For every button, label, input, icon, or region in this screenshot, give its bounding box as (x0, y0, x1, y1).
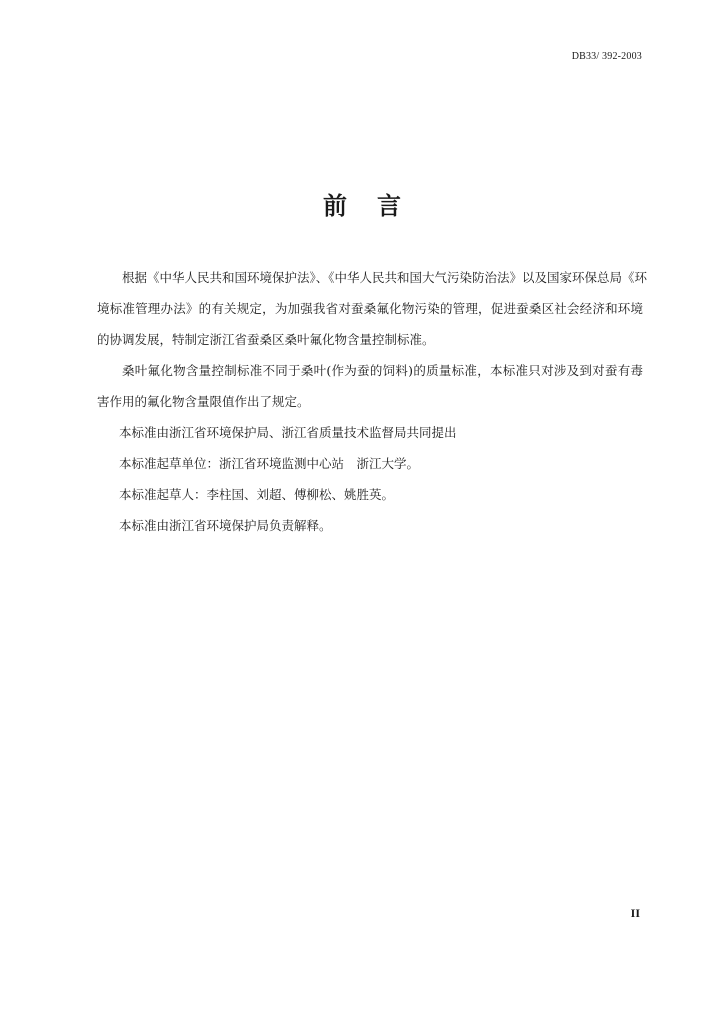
paragraph-basis (97, 262, 648, 355)
page-number: II (630, 906, 640, 920)
note-drafting-unit: 本标准起草单位：浙江省环境监测中心站 浙江大学。 (119, 456, 420, 471)
note-interpretation: 本标准由浙江省环境保护局负责解释。 (119, 518, 332, 533)
document-code: DB33/ 392-2003 (571, 51, 642, 62)
paragraph-scope (97, 355, 643, 417)
paragraph-line: 根据《中华人民共和国环境保护法》、《中华人民共和国大气污染防治法》以及国家环保总局《环 (122, 270, 648, 285)
note-proposer: 本标准由浙江省环境保护局、浙江省质量技术监督局共同提出 (119, 425, 457, 440)
paragraph-line: 桑叶氟化物含量控制标准不同于桑叶(作为蚕的饲料)的质量标准，本标准只对涉及到对蚕有毒 (122, 363, 643, 378)
note-drafters: 本标准起草人：李柱国、刘超、傅柳松、姚胜英。 (119, 487, 395, 502)
paragraph-line: 害作用的氟化物含量限值作出了规定。 (97, 394, 310, 409)
paragraph-line: 的协调发展，特制定浙江省蚕桑区桑叶氟化物含量控制标准。 (97, 332, 435, 347)
foreword-body (97, 262, 648, 541)
paragraph-line: 境标准管理办法》的有关规定，为加强我省对蚕桑氟化物污染的管理，促进蚕桑区社会经济和环境 (97, 301, 643, 316)
page-title: 前言 (323, 191, 431, 220)
